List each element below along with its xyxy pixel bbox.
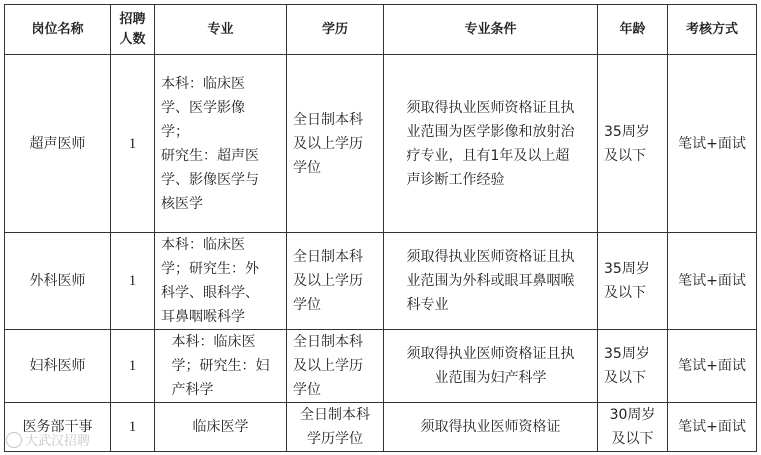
header-education: 学历 (287, 5, 384, 55)
header-count-label: 招聘 人数 (119, 11, 146, 47)
age-text: 35周岁 及以下 (604, 123, 650, 164)
cell-major (155, 330, 287, 403)
header-major: 专业 (155, 5, 287, 55)
header-age: 年龄 (598, 5, 668, 55)
major-text: 本科：临床医 学；研究生：妇 产科学 (171, 334, 270, 398)
header-row (5, 5, 757, 55)
education-text: 全日制本科 及以上学历 学位 (293, 111, 363, 176)
cell-position: 外科医师 (5, 233, 111, 330)
cell-education (287, 233, 384, 330)
cell-age (598, 330, 668, 403)
cell-major (155, 55, 287, 233)
conditions-text: 须取得执业医师资格证且执 业范围为医学影像和放射治 疗专业，且有1年及以上超 声诊断工作经验 (406, 99, 575, 188)
cell-assessment: 笔试+面试 (668, 403, 757, 452)
cell-conditions (384, 330, 598, 403)
education-text: 全日制本科 及以上学历 学位 (293, 334, 363, 398)
cell-position: 妇科医师 (5, 330, 111, 403)
conditions-text: 须取得执业医师资格证且执 业范围为妇产科学 (406, 346, 575, 386)
cell-count: 1 (111, 55, 155, 233)
cell-conditions: 须取得执业医师资格证 (384, 403, 598, 452)
cell-count: 1 (111, 403, 155, 452)
recruitment-table (4, 4, 757, 452)
cell-assessment: 笔试+面试 (668, 330, 757, 403)
age-text: 35周岁 及以下 (604, 261, 650, 301)
cell-age (598, 55, 668, 233)
cell-position: 医务部干事 (5, 403, 111, 452)
education-text: 全日制本科 学历学位 (300, 407, 370, 447)
conditions-text: 须取得执业医师资格证且执 业范围为外科或眼耳鼻咽喉 科专业 (406, 249, 575, 313)
cell-major (155, 233, 287, 330)
cell-conditions (384, 233, 598, 330)
table-row (5, 403, 757, 452)
cell-major: 临床医学 (155, 403, 287, 452)
header-position: 岗位名称 (5, 5, 111, 55)
cell-age (598, 403, 668, 452)
cell-conditions (384, 55, 598, 233)
age-text: 30周岁 及以下 (609, 407, 656, 447)
table-row (5, 55, 757, 233)
cell-count: 1 (111, 233, 155, 330)
cell-education (287, 403, 384, 452)
age-text: 35周岁 及以下 (604, 346, 650, 386)
cell-age (598, 233, 668, 330)
cell-education (287, 55, 384, 233)
table-row (5, 233, 757, 330)
header-conditions: 专业条件 (384, 5, 598, 55)
cell-education (287, 330, 384, 403)
education-text: 全日制本科 及以上学历 学位 (293, 249, 363, 313)
major-text: 本科：临床医 学、医学影像 学； 研究生：超声医 学、影像医学与 核医学 (161, 75, 259, 212)
watermark-text: 大武汉招聘 (25, 434, 91, 449)
cell-position: 超声医师 (5, 55, 111, 233)
table-row (5, 330, 757, 403)
header-count (111, 5, 155, 55)
major-text: 本科：临床医 学；研究生：外 科学、眼科学、 耳鼻咽喉科学 (161, 237, 259, 325)
cell-count: 1 (111, 330, 155, 403)
cell-assessment: 笔试+面试 (668, 233, 757, 330)
header-assessment: 考核方式 (668, 5, 757, 55)
cell-assessment: 笔试+面试 (668, 55, 757, 233)
